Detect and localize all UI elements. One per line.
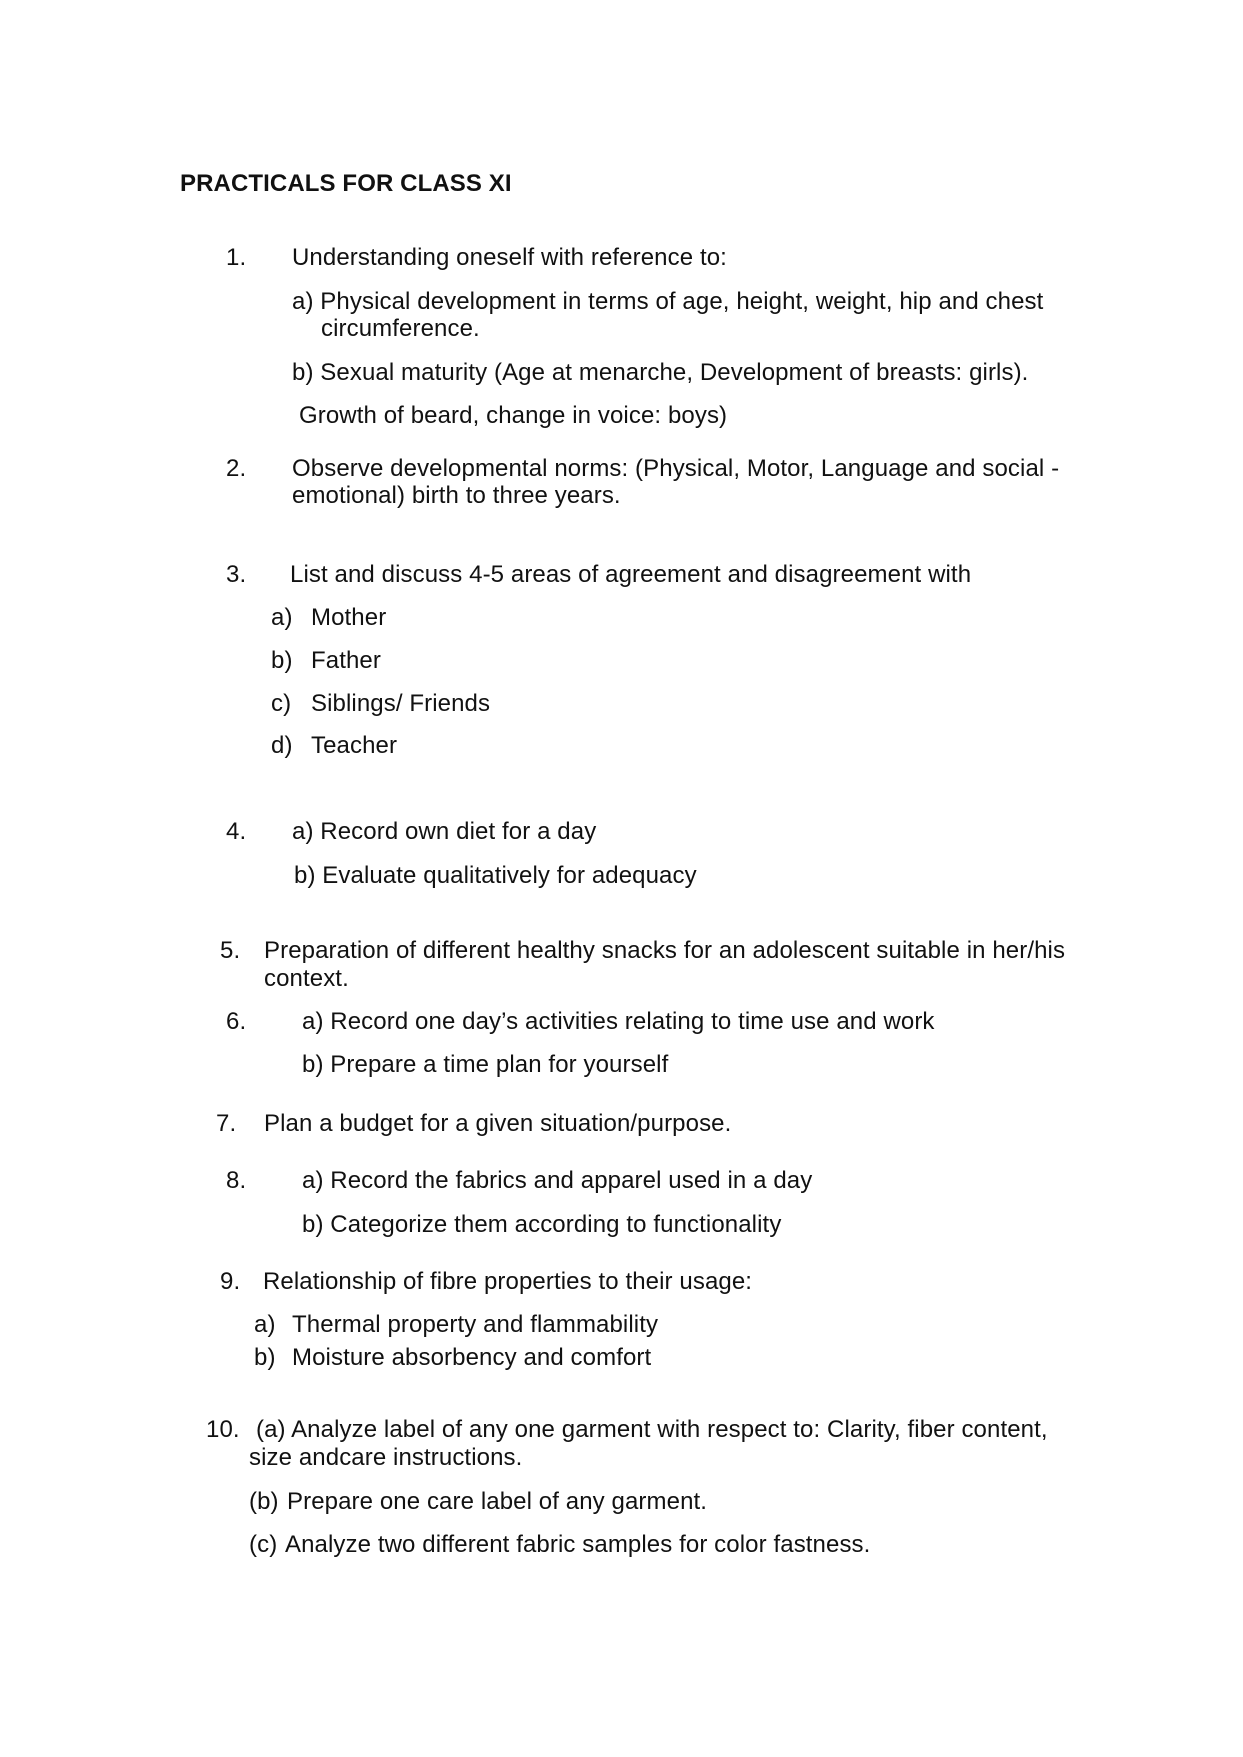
item-4-number: 4. xyxy=(226,818,247,845)
item-9b-text: Moisture absorbency and comfort xyxy=(292,1344,652,1371)
item-5-line2: context. xyxy=(264,965,349,992)
item-7-text: Plan a budget for a given situation/purpose. xyxy=(264,1110,732,1137)
item-10b-label: (b) xyxy=(249,1488,279,1515)
item-9-text: Relationship of fibre properties to their usage: xyxy=(263,1268,753,1295)
item-3b-text: Father xyxy=(311,647,381,674)
item-7-number: 7. xyxy=(216,1110,237,1137)
item-3c-label: c) xyxy=(271,690,292,717)
item-6a-text: a) Record one day’s activities relating to time use and work xyxy=(302,1008,935,1035)
item-1-number: 1. xyxy=(226,244,247,271)
item-3-number: 3. xyxy=(226,561,247,588)
item-3a-text: Mother xyxy=(311,604,387,631)
item-1a-line2: circumference. xyxy=(321,315,480,342)
item-5-number: 5. xyxy=(220,937,241,964)
item-9-number: 9. xyxy=(220,1268,241,1295)
item-10b-text: Prepare one care label of any garment. xyxy=(287,1488,708,1515)
item-2-line1: Observe developmental norms: (Physical, Motor, Language and social - xyxy=(292,455,1060,482)
item-3a-label: a) xyxy=(271,604,293,631)
item-4b-text: b) Evaluate qualitatively for adequacy xyxy=(294,862,697,889)
item-6b-text: b) Prepare a time plan for yourself xyxy=(302,1051,669,1078)
item-10c-text: Analyze two different fabric samples for color fastness. xyxy=(285,1531,871,1558)
item-9a-text: Thermal property and flammability xyxy=(292,1311,659,1338)
item-1a-line1: a) Physical development in terms of age, height, weight, hip and chest xyxy=(292,288,1044,315)
item-10a-line2: size andcare instructions. xyxy=(249,1444,523,1471)
item-2-line2: emotional) birth to three years. xyxy=(292,482,621,509)
item-6-number: 6. xyxy=(226,1008,247,1035)
item-1-text: Understanding oneself with reference to: xyxy=(292,244,727,271)
item-3b-label: b) xyxy=(271,647,293,674)
item-1b-line1: b) Sexual maturity (Age at menarche, Development of breasts: girls). xyxy=(292,359,1029,386)
item-3c-text: Siblings/ Friends xyxy=(311,690,491,717)
item-8-number: 8. xyxy=(226,1167,247,1194)
item-9a-label: a) xyxy=(254,1311,276,1338)
item-8b-text: b) Categorize them according to functionality xyxy=(302,1211,782,1238)
item-10c-label: (c) xyxy=(249,1531,278,1558)
item-2-number: 2. xyxy=(226,455,247,482)
item-1b-line2: Growth of beard, change in voice: boys) xyxy=(299,402,728,429)
item-8a-text: a) Record the fabrics and apparel used in a day xyxy=(302,1167,813,1194)
item-3d-text: Teacher xyxy=(311,732,398,759)
item-4a-text: a) Record own diet for a day xyxy=(292,818,597,845)
item-3d-label: d) xyxy=(271,732,293,759)
item-3-text: List and discuss 4-5 areas of agreement and disagreement with xyxy=(290,561,972,588)
item-10a-line1: (a) Analyze label of any one garment with respect to: Clarity, fiber content, xyxy=(256,1416,1048,1443)
page-title: PRACTICALS FOR CLASS XI xyxy=(180,170,512,197)
item-10-number: 10. xyxy=(206,1416,240,1443)
item-5-line1: Preparation of different healthy snacks for an adolescent suitable in her/his xyxy=(264,937,1066,964)
item-9b-label: b) xyxy=(254,1344,276,1371)
